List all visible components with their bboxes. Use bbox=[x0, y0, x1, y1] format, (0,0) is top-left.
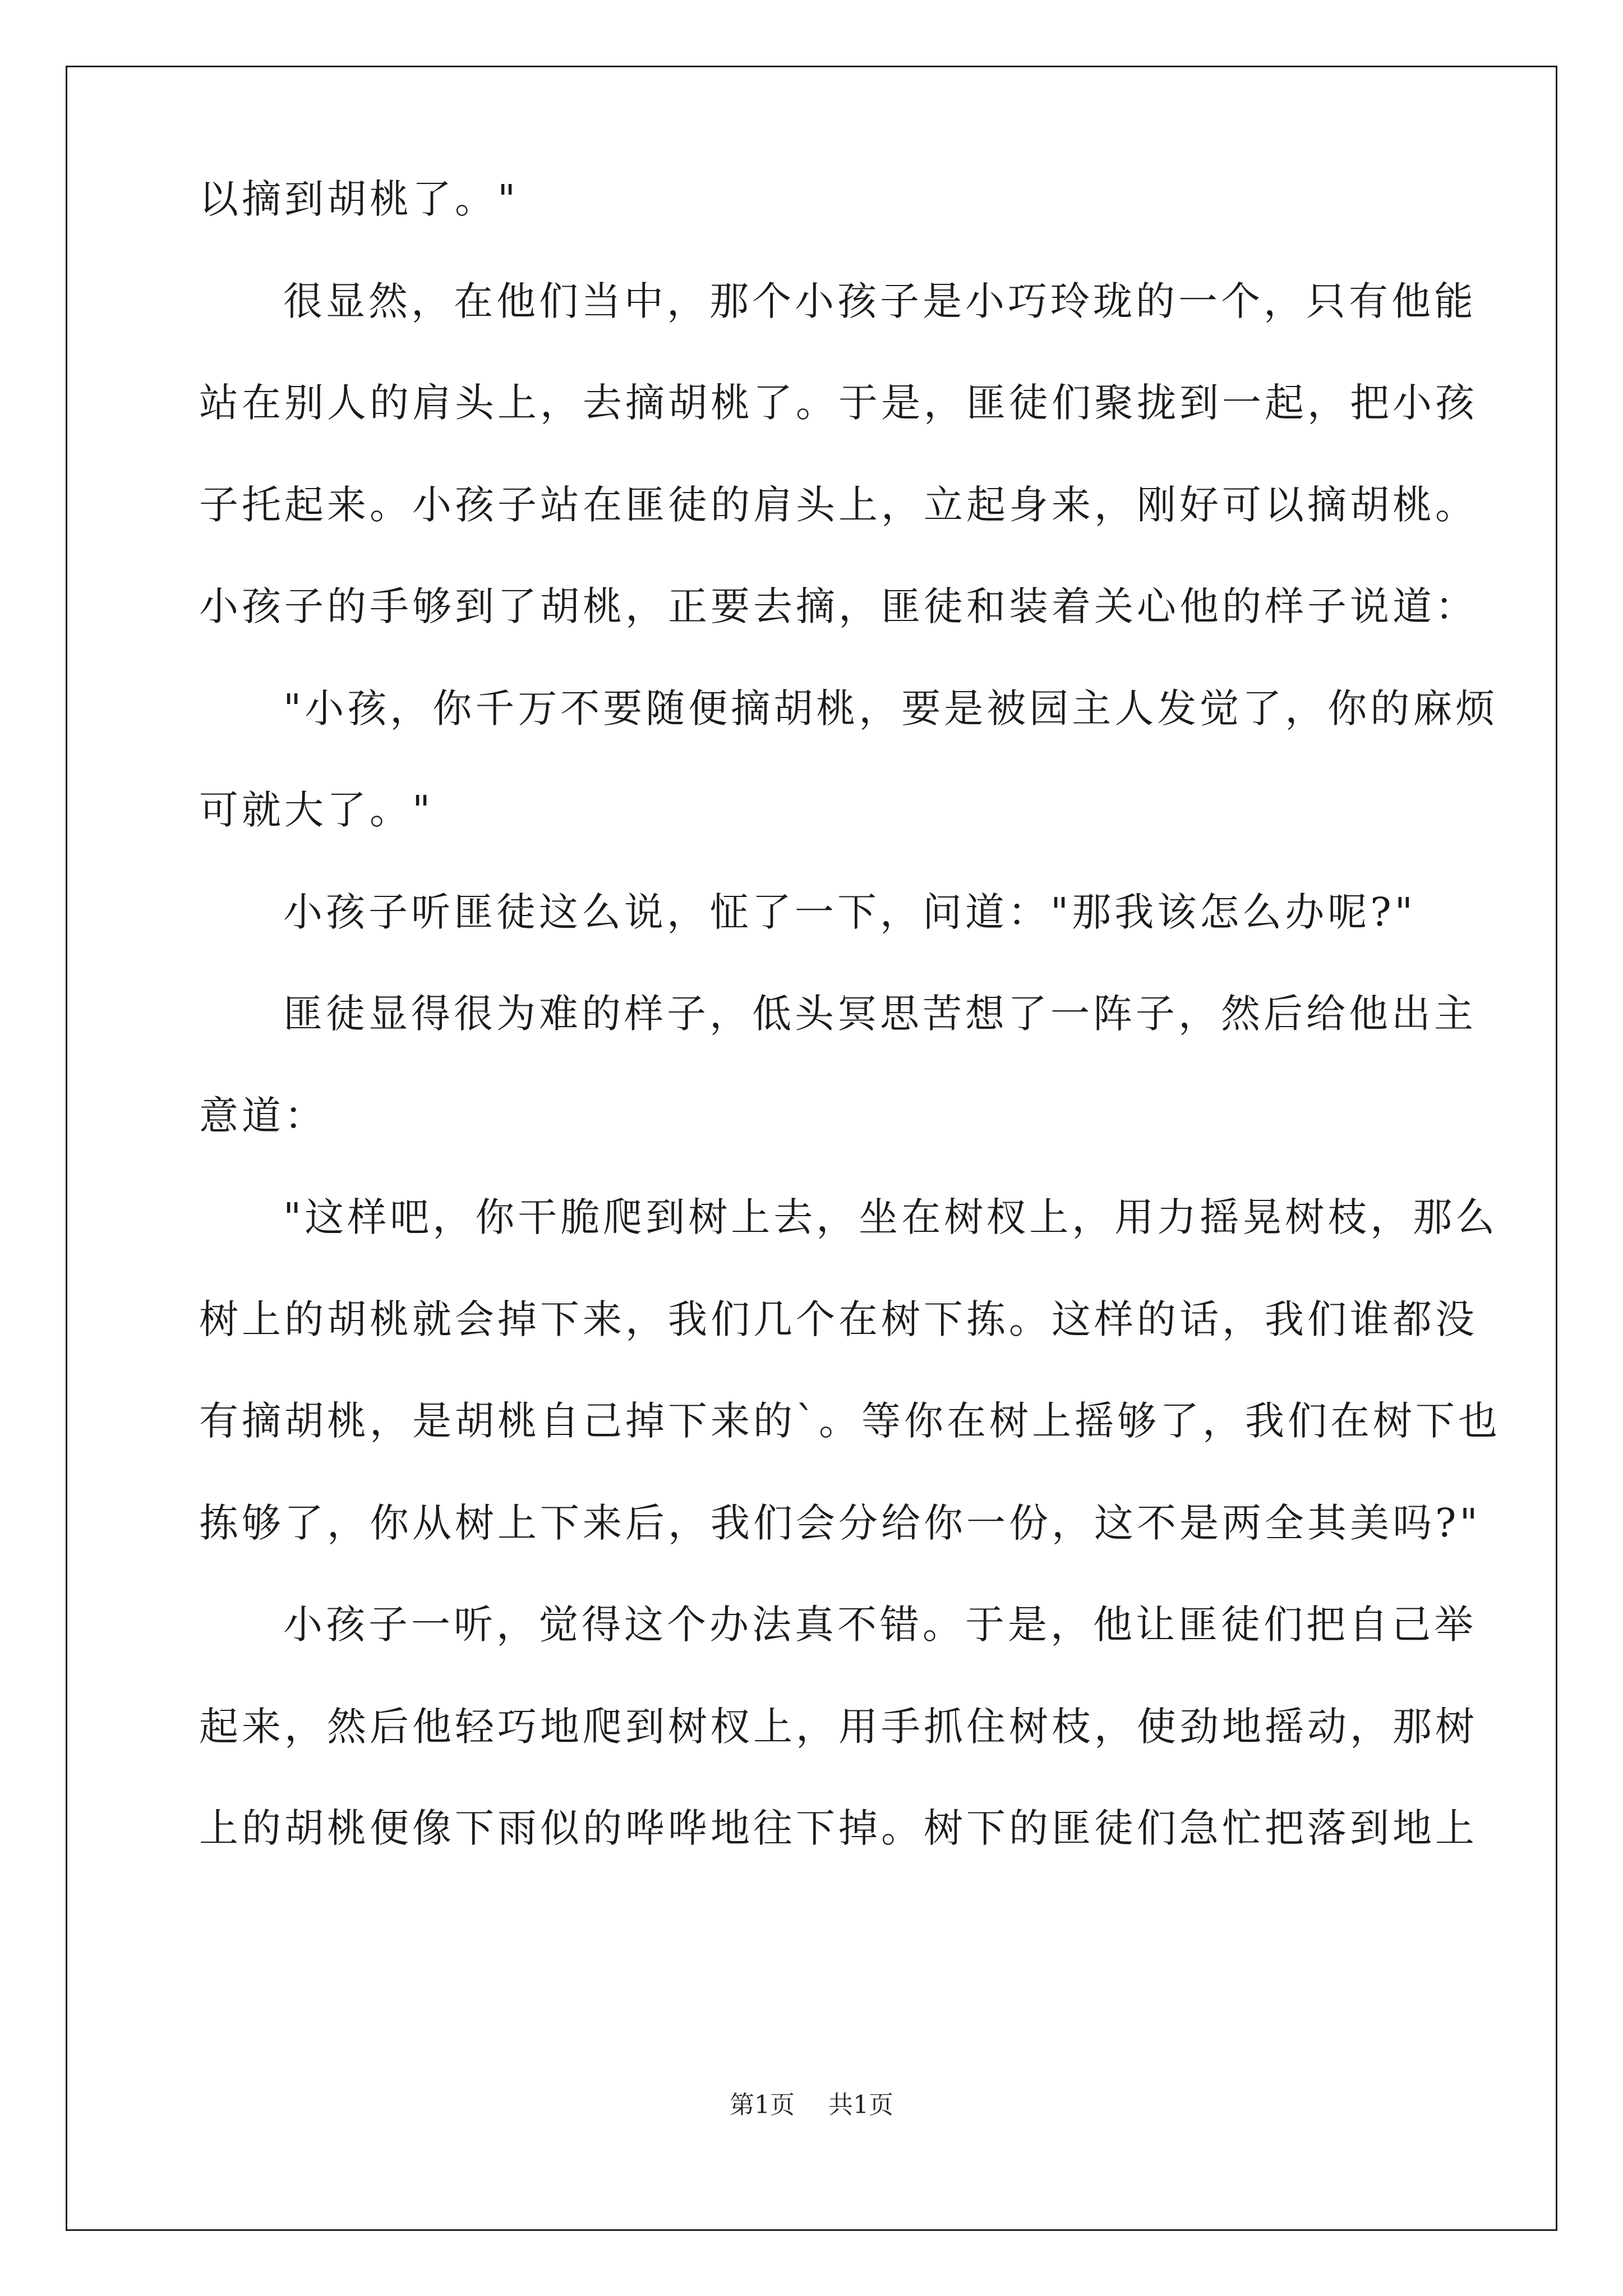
text-line: 上的胡桃便像下雨似的哗哗地往下掉。树下的匪徒们急忙把落到地上 bbox=[199, 1805, 1478, 1851]
text-line: 小孩子听匪徒这么说，怔了一下，问道："那我该怎么办呢?" bbox=[283, 889, 1416, 935]
text-line: 拣够了，你从树上下来后，我们会分给你一份，这不是两全其美吗?" bbox=[199, 1499, 1481, 1546]
text-line: 树上的胡桃就会掉下来，我们几个在树下拣。这样的话，我们谁都没 bbox=[199, 1296, 1478, 1342]
text-line: 可就大了。" bbox=[199, 787, 434, 833]
text-line: 匪徒显得很为难的样子，低头冥思苦想了一阵子，然后给他出主 bbox=[283, 991, 1477, 1037]
page-number-total: 共1页 bbox=[828, 2091, 893, 2119]
text-line: 起来，然后他轻巧地爬到树杈上，用手抓住树枝，使劲地摇动，那树 bbox=[199, 1703, 1478, 1750]
page-footer bbox=[0, 2091, 1623, 2119]
text-line: 有摘胡桃，是胡桃自己掉下来的`。等你在树上摇够了，我们在树下也 bbox=[199, 1398, 1501, 1444]
text-line: "这样吧，你干脆爬到树上去，坐在树杈上，用力摇晃树枝，那么 bbox=[283, 1194, 1498, 1240]
text-line: 意道： bbox=[199, 1092, 327, 1139]
text-line: 子托起来。小孩子站在匪徒的肩头上，立起身来，刚好可以摘胡桃。 bbox=[199, 481, 1478, 528]
page-number-current: 第1页 bbox=[730, 2091, 795, 2119]
text-line: 很显然，在他们当中，那个小孩子是小巧玲珑的一个，只有他能 bbox=[283, 278, 1477, 324]
text-line: 小孩子一听，觉得这个办法真不错。于是，他让匪徒们把自己举 bbox=[283, 1602, 1477, 1648]
text-line: 以摘到胡桃了。" bbox=[199, 176, 519, 222]
text-line: 小孩子的手够到了胡桃，正要去摘，匪徒和装着关心他的样子说道： bbox=[199, 583, 1478, 629]
text-line: 站在别人的肩头上，去摘胡桃了。于是，匪徒们聚拢到一起，把小孩 bbox=[199, 380, 1478, 426]
text-line: "小孩，你千万不要随便摘胡桃，要是被园主人发觉了，你的麻烦 bbox=[283, 685, 1498, 731]
